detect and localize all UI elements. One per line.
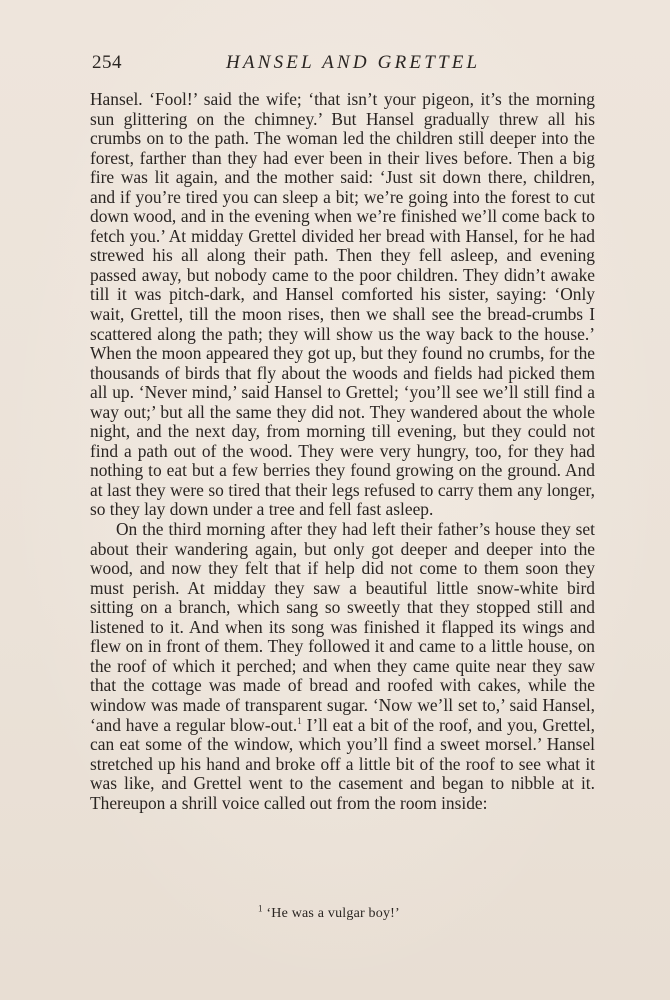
footnote (258, 903, 400, 922)
paragraph-2-part-2: I’ll eat a bit of the roof, and you, Grettel, can eat some of the window, which you’ll find a sweet morsel.’ Hansel stretched up his hand and broke off a little bit of the roof to see what it was like, and Grettel went to the casement and began to nibble at it. Thereupon a shrill voice called out from the room inside: (90, 714, 595, 813)
footnote-text: ‘He was a vulgar boy!’ (266, 906, 400, 921)
running-head: HANSEL AND GRETTEL (226, 52, 481, 73)
footnote-marker: 1 (258, 903, 263, 914)
paragraph-2-part-1: On the third morning after they had left their father’s house they set about their wandering again, but only got deeper and deeper into the wood, and now they felt that if help did not come to them soon they must perish. At midday they saw a beautiful little snow-white bird sitting on a branch, which sang so sweetly that they stopped still and listened to it. And when its song was finished it flapped its wings and flew on in front of them. They followed it and came to a little house, on the roof of which it perched; and when they came quite near they saw that the cottage was made of bread and roofed with cakes, while the window was made of transparent sugar. ‘Now we’ll set to,’ said Hansel, ‘and have a regular blow-out. (90, 519, 595, 735)
page-number: 254 (92, 52, 122, 73)
paragraph-1: Hansel. ‘Fool!’ said the wife; ‘that isn’t your pigeon, it’s the morning sun glittering on the chimney.’ But Hansel gradually threw all his crumbs on to the path. The woman led the children still deeper into the forest, farther than they had ever been in their lives before. Then a big fire was lit again, and the mother said: ‘Just sit down there, children, and if you’re tired you can sleep a bit; we’re going into the forest to cut down wood, and in the evening when we’re finished we’ll come back to fetch you.’ At midday Grettel divided her bread with Hansel, for he had strewed his all along their path. Then they fell asleep, and evening passed away, but nobody came to the poor children. They didn’t awake till it was pitch-dark, and Hansel comforted his sister, saying: ‘Only wait, Grettel, till the moon rises, then we shall see the bread-crumbs I scattered along the path; they will show us the way back to the house.’ When the moon appeared they got up, but they found no crumbs, for the thousands of birds that fly about the woods and fields had picked them all up. ‘Never mind,’ said Hansel to Grettel; ‘you’ll see we’ll still find a way out;’ but all the same they did not. They wandered about the whole night, and the next day, from morning till evening, but they could not find a path out of the wood. They were very hungry, too, for they had nothing to eat but a few berries they found growing on the ground. And at last they were so tired that their legs refused to carry them any longer, so they lay down under a tree and fell fast asleep. (90, 89, 595, 520)
footnote-reference: 1 (297, 715, 302, 726)
page-header (92, 52, 595, 78)
body-text (90, 90, 595, 813)
paragraph-2 (90, 520, 595, 813)
